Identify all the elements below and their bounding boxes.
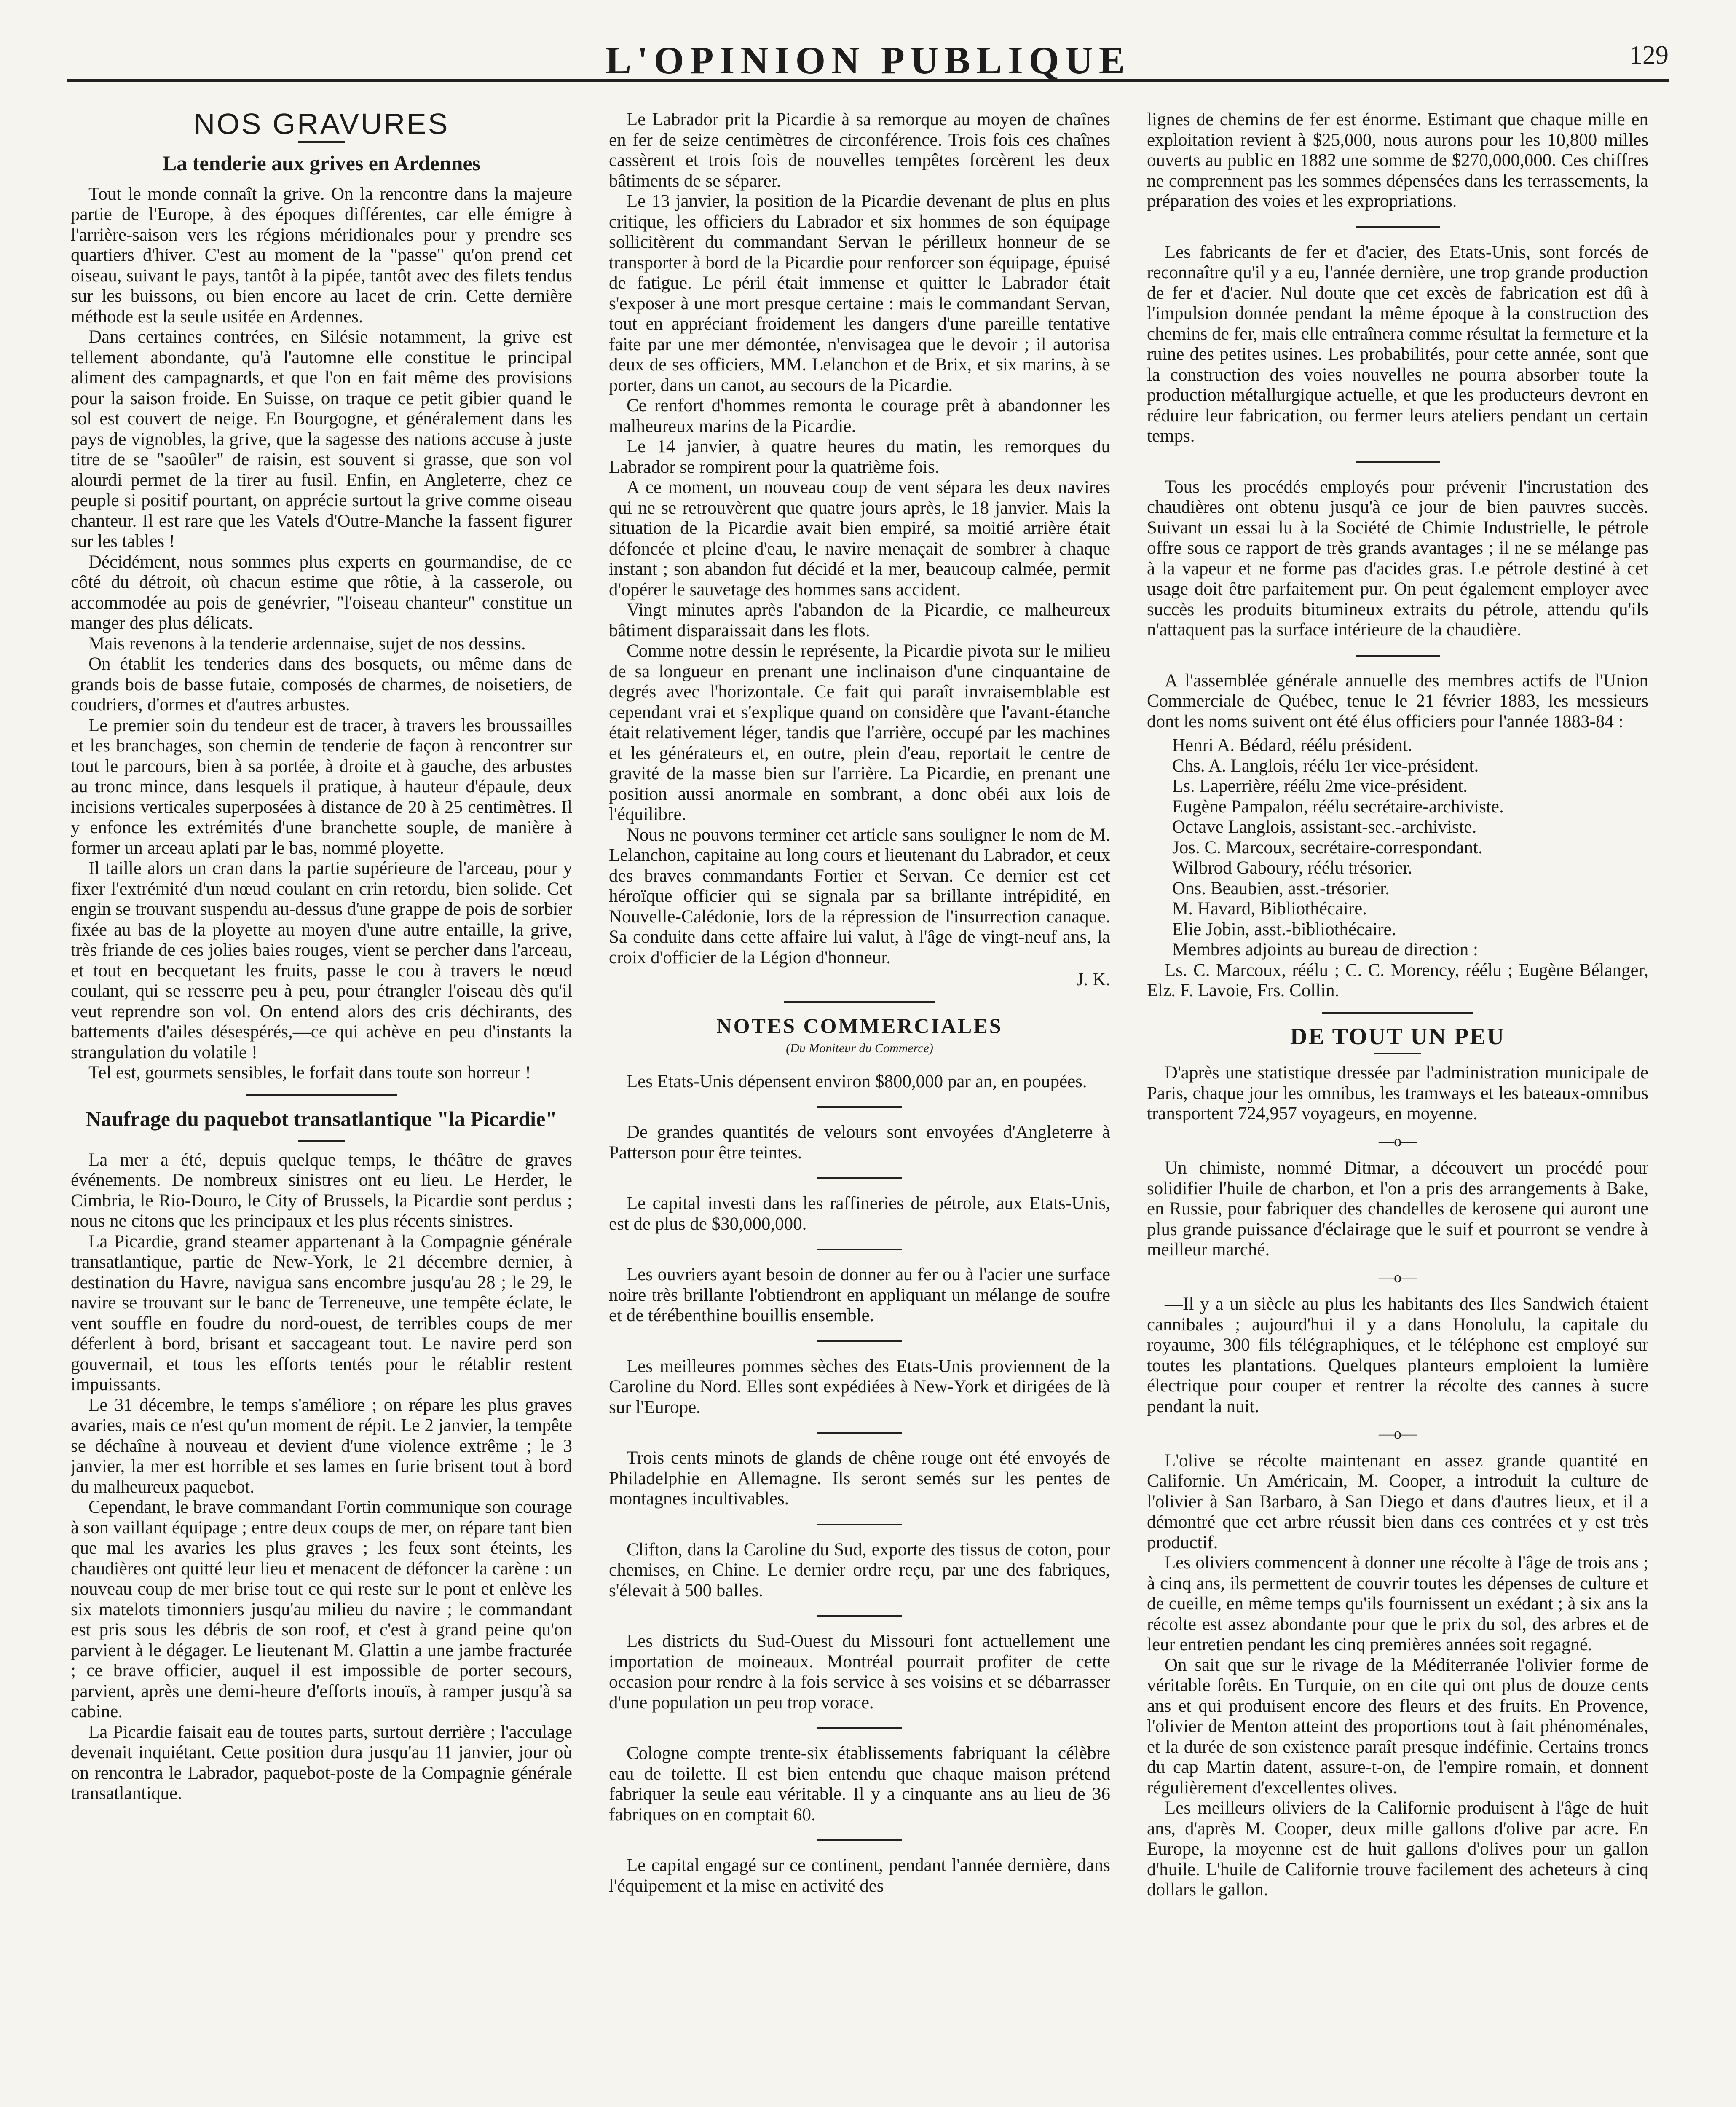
divider (817, 1177, 902, 1179)
note-item: Les districts du Sud-Ouest du Missouri font actuellement une importation de moineaux. Montréal pourrait profiter de cette occasion pour rendre à la fois service à ses voisins et se débarrasser d'une population un peu trop vorace. (609, 1631, 1110, 1713)
notes-list (609, 1072, 1110, 1897)
list-item: Henri A. Bédard, réélu président. (1172, 735, 1412, 755)
paragraph: La mer a été, depuis quelque temps, le théâtre de graves événements. De nombreux sinistres ont eu lieu. Le Herder, le Cimbria, le Rio-Douro, le City of Brussels, la Picardie sont perdus ; nous ne citons que les principaux et les plus récents sinistres. (71, 1150, 572, 1231)
list-item: Chs. A. Langlois, réélu 1er vice-président. (1172, 756, 1479, 776)
divider (1356, 655, 1440, 657)
paragraph: Le 31 décembre, le temps s'améliore ; on répare les plus graves avaries, mais ce n'est qu'un moment de répit. Le 2 janvier, la tempête se déchaîne à nouveau et devient d'une violence extrême ; le 3 janvier, la mer est horrible et ses lames en furie brisent tout à bord du malheureux paquebot. (71, 1395, 572, 1497)
paragraph: Un chimiste, nommé Ditmar, a découvert un procédé pour solidifier l'huile de charbon, et l'on a pris des arrangements à Bake, en Russie, pour fabriquer des chandelles de kerosene qui auront une plus grande puissance d'éclairage que le suif et pourront se vendre à meilleur marché. (1147, 1158, 1648, 1260)
masthead (67, 38, 1669, 84)
divider (1322, 1012, 1473, 1014)
column-3 (1147, 110, 1648, 2107)
paragraph: Ce renfort d'hommes remonta le courage prêt à abandonner les malheureux marins de la Picardie. (609, 396, 1110, 436)
note-item: Les meilleures pommes sèches des Etats-Unis proviennent de la Caroline du Nord. Elles sont expédiées à New-York et dirigées de là sur l'Europe. (609, 1356, 1110, 1417)
divider (817, 1524, 902, 1525)
divider (298, 1140, 345, 1142)
column-1 (71, 110, 572, 2107)
paragraph: Comme notre dessin le représente, la Picardie pivota sur le milieu de sa longueur en prenant une inclinaison d'une cinquantaine de degrés avec l'horizontale. Ce fait qui paraît invraisemblable est cependant vrai et s'explique quand on considère que l'avant-étanche était relativement léger, tandis que l'arrière, occupé par les machines et les générateurs et, en outre, plein d'eau, reportait le centre de gravité de la masse bien sur l'arrière. La Picardie, en prenant une position aussi anormale en sombrant, a donc obéi aux lois de l'équilibre. (609, 641, 1110, 824)
note-item: De grandes quantités de velours sont envoyées d'Angleterre à Patterson pour être teintes. (609, 1122, 1110, 1163)
divider (298, 141, 345, 143)
list-item: Elie Jobin, asst.-bibliothécaire. (1172, 919, 1396, 939)
list-item: Jos. C. Marcoux, secrétaire-correspondant. (1172, 837, 1483, 858)
note-item: Le capital investi dans les raffineries de pétrole, aux Etats-Unis, est de plus de $30,000,000. (609, 1193, 1110, 1234)
list-item: Wilbrod Gaboury, réélu trésorier. (1172, 858, 1412, 878)
divider (817, 1727, 902, 1729)
paragraph: A ce moment, un nouveau coup de vent sépara les deux navires qui ne se retrouvèrent que quatre jours après, le 18 janvier. Mais la situation de la Picardie avait bien empiré, sa moitié arrière était défoncée et pleine d'eau, le navire menaçait de sombrer à chaque instant ; son abandon fut décidé et la mer, beaucoup calmée, permit d'opérer le sauvetage des hommes sans accident. (609, 477, 1110, 600)
divider (817, 1249, 902, 1250)
divider (1374, 1053, 1421, 1054)
note-item: Clifton, dans la Caroline du Sud, exporte des tissus de coton, pour chemises, en Chine. Le dernier ordre reçu, par une des fabriques, s'élevait à 500 balles. (609, 1539, 1110, 1600)
divider (817, 1615, 902, 1617)
article-body (71, 184, 572, 1083)
article-body (1147, 110, 1648, 1001)
paragraph: Cependant, le brave commandant Fortin communique son courage à son vaillant équipage ; entre deux coups de mer, on répare tant bien que mal les avaries les plus graves ; les feux sont éteints, les chaudières ont quitté leur lieu et menacent de défoncer la carène : un nouveau coup de mer brise tout ce qui reste sur le pont et enlève les six matelots timonniers jusqu'au milieu du navire ; le commandant est pris sous les débris de son roof, et c'est à grand peine qu'on parvient à le dégager. Le lieutenant M. Glattin a une jambe fracturée ; ce brave officier, auquel il est impossible de porter secours, parvient, après une demi-heure d'efforts inouïs, à ramper jusqu'à sa cabine. (71, 1497, 572, 1721)
divider (817, 1839, 902, 1841)
paragraph: Vingt minutes après l'abandon de la Picardie, ce malheureux bâtiment disparaissait dans les flots. (609, 600, 1110, 641)
divider (817, 1106, 902, 1108)
note-item: Les Etats-Unis dépensent environ $800,000 par an, en poupées. (627, 1071, 1087, 1091)
list-item: Eugène Pampalon, réélu secrétaire-archiviste. (1172, 796, 1504, 817)
paragraph: A l'assemblée générale annuelle des membres actifs de l'Union Commerciale de Québec, tenue le 21 février 1883, les messieurs dont les noms suivent ont été élus officiers pour l'année 1883-84 : (1147, 670, 1648, 732)
paragraph: Décidément, nous sommes plus experts en gourmandise, de ce côté du détroit, où chacun estime que rôtie, à la casserole, ou accommodée au pois de genévrier, "l'oiseau chanteur" constitue un manger des plus délicats. (71, 552, 572, 633)
list-item: Ls. Laperrière, réélu 2me vice-président. (1172, 776, 1468, 796)
divider (784, 1001, 935, 1003)
paragraph: Tout le monde connaît la grive. On la rencontre dans la majeure partie de l'Europe, à des époques différentes, car elle émigre à l'arrière-saison vers les régions méridionales pour y prendre ses quartiers d'hiver. C'est au moment de la "passe" qu'on prend cet oiseau, suivant le pays, tantôt à la pipée, tantôt avec des filets tendus sur les buissons, ou bien encore au lacet de crin. Cette dernière méthode est la seule usitée en Ardennes. (71, 184, 572, 327)
paragraph: L'olive se récolte maintenant en assez grande quantité en Californie. Un Américain, M. Cooper, a introduit la culture de l'olivier à San Barbaro, à San Diego et dans d'autres lieux, et il a démontré que cet arbre réussit bien dans ces contrées et y est très productif. (1147, 1450, 1648, 1552)
paragraph: Les fabricants de fer et d'acier, des Etats-Unis, sont forcés de reconnaître qu'il y a eu, l'année dernière, une trop grande production de fer et d'acier. Nul doute que cet excès de fabrication est dû à l'impulsion donnée pendant la même époque à la construction des chemins de fer, mais elle entraînera comme résultat la fermeture et la ruine des petites usines. Les probabilités, pour cette année, sont que la construction des voies nouvelles ne pourra absorber toute la production métallurgique actuelle, et que les producteurs devront en réduire leur fabrication, ou fermer leurs ateliers pendant un certain temps. (1147, 242, 1648, 446)
paragraph: On établit les tenderies dans des bosquets, ou même dans de grands bois de basse futaie, composés de charmes, de noisetiers, de coudriers, d'ormes et d'autres arbustes. (71, 654, 572, 715)
article-title: Naufrage du paquebot transatlantique "la Picardie" (86, 1107, 557, 1131)
separator: —o— (1379, 1132, 1417, 1150)
article-body (1147, 1063, 1648, 1901)
note-item: Cologne compte trente-six établissements fabriquant la célèbre eau de toilette. Il est bien entendu que chaque maison prétend fabriquer la seule eau véritable. Il y a cinquante ans au lieu de 36 fabriques on en comptait 60. (609, 1743, 1110, 1825)
list-item: Octave Langlois, assistant-sec.-archiviste. (1172, 817, 1477, 837)
section-title: DE TOUT UN PEU (1290, 1023, 1506, 1050)
separator: —o— (1379, 1425, 1417, 1442)
newspaper-title: L'OPINION PUBLIQUE (605, 39, 1131, 82)
paragraph: Nous ne pouvons terminer cet article sans souligner le nom de M. Lelanchon, capitaine au long cours et lieutenant du Labrador, et ceux des braves commandants Fortier et Servan. Ce dernier est cet héroïque officier qui se signala par sa brillante intrépidité, en Nouvelle-Calédonie, lors de la répression de l'insurrection canaque. Sa conduite dans cette affaire lui valut, à l'âge de vingt-neuf ans, la croix d'officier de la Légion d'honneur. (609, 825, 1110, 968)
paragraph: Mais revenons à la tenderie ardennaise, sujet de nos dessins. (88, 633, 526, 654)
column-2 (609, 110, 1110, 2107)
paragraph: Dans certaines contrées, en Silésie notamment, la grive est tellement abondante, qu'à l'automne elle constitue le principal aliment des campagnards, et que l'on en fait même des provisions pour la saison froide. En Suisse, on traque ce petit gibier quand le sol est couvert de neige. En Bourgogne, et généralement dans les pays de vignobles, la grive, que la sagesse des nations accuse à juste titre de se "saoûler" de raisin, est souvent si grasse, que son vol alourdi permet de la tirer au fusil. Enfin, en Angleterre, chez ce peuple si positif pourtant, on apprécie surtout la grive comme oiseau chanteur. Il est rare que les Vatels d'Outre-Manche la fassent figurer sur les tables ! (71, 327, 572, 551)
paragraph: Tous les procédés employés pour prévenir l'incrustation des chaudières ont obtenu jusqu'à ce jour de bien pauvres succès. Suivant un essai lu à la Société de Chimie Industrielle, le pétrole offre sous ce rapport de très grands avantages ; il ne se mélange pas à la vapeur et ne forme pas d'acides gras. Le pétrole destiné à cet usage doit être parfaitement pur. On peut également employer avec succès les produits bitumineux extraits du pétrole, attendu qu'ils n'attaquent pas la surface intérieure de la chaudière. (1147, 477, 1648, 640)
paragraph: Les oliviers commencent à donner une récolte à l'âge de trois ans ; à cinq ans, ils permettent de couvrir toutes les dépenses de culture et de cueille, en même temps qu'ils fournissent un exédant ; à six ans la récolte est assez abondante pour que le prix du sol, des arbres et de leur entretien pendant les cinq premières années soit regagné. (1147, 1553, 1648, 1654)
paragraph: —Il y a un siècle au plus les habitants des Iles Sandwich étaient cannibales ; aujourd'hui il y a dans Honolulu, la capitale du royaume, 300 fils télégraphiques, et le téléphone est employé sur toutes les plantations. Quelques planteurs emploient la lumière électrique pour couper et rentrer la récolte des cannes à sucre pendant la nuit. (1147, 1294, 1648, 1416)
list-item: Membres adjoints au bureau de direction : (1172, 940, 1479, 960)
divider (1356, 226, 1440, 228)
article-title: La tenderie aux grives en Ardennes (162, 151, 481, 175)
list-item: Ons. Beaubien, asst.-trésorier. (1172, 878, 1390, 898)
paragraph: D'après une statistique dressée par l'administration municipale de Paris, chaque jour les omnibus, les tramways et les bateaux-omnibus transportent 724,957 voyageurs, en moyenne. (1147, 1063, 1648, 1123)
divider (1356, 461, 1440, 463)
paragraph: Le 13 janvier, la position de la Picardie devenant de plus en plus critique, les officiers du Labrador et six hommes de son équipage sollicitèrent du commandant Servan le périlleux honneur de se transporter à bord de la Picardie pour renforcer son équipage, épuisé de fatigue. Le péril était immense et quitter le Labrador était s'exposer à une mort presque certaine : mais le commandant Servan, tout en appréciant froidement les dangers d'une pareille tentative faite par une mer démontée, n'envisagea que le devoir ; il autorisa deux de ses officiers, MM. Lelanchon et de Brix, et six marins, à se porter, dans un canot, au secours de la Picardie. (609, 191, 1110, 395)
paragraph: La Picardie faisait eau de toutes parts, surtout derrière ; l'acculage devenait inquiétant. Cette position dura jusqu'au 11 janvier, jour où on rencontra le Labrador, paquebot-poste de la Compagnie générale transatlantique. (71, 1722, 572, 1803)
officers-list (1172, 735, 1648, 960)
paragraph: Le 14 janvier, à quatre heures du matin, les remorques du Labrador se rompirent pour la quatrième fois. (609, 437, 1110, 477)
paragraph: Tel est, gourmets sensibles, le forfait dans toute son horreur ! (88, 1063, 531, 1083)
note-item: Les ouvriers ayant besoin de donner au fer ou à l'acier une surface noire très brillante l'obtiendront en appliquant un mélange de soufre et de térébenthine bouillis ensemble. (609, 1265, 1110, 1325)
divider (817, 1340, 902, 1342)
paragraph: Le Labrador prit la Picardie à sa remorque au moyen de chaînes en fer de seize centimètres de circonférence. Trois fois ces chaînes cassèrent et trois fois de nouvelles tempêtes forcèrent les deux bâtiments de se séparer. (609, 110, 1110, 191)
article-body (609, 110, 1110, 990)
paragraph: Il taille alors un cran dans la partie supérieure de l'arceau, pour y fixer l'extrémité d'un nœud coulant en crin retordu, bien solide. Cet engin se trouvant suspendu au-dessus d'une grappe de pois de sorbier fixée au bas de la ployette au moyen d'une autre entaille, la grive, très friande de ces jolies baies rouges, vient se percher dans l'arceau, et tout en becquetant les fruits, passe le cou à travers le nœud coulant, qui se resserre peu à peu, pour étrangler l'oiseau dès qu'il veut reprendre son vol. On entend alors des cris déchirants, des battements d'ailes désespérés,—ce qui achève en peu d'instants la strangulation du volatile ! (71, 858, 572, 1062)
page-number: 129 (1629, 41, 1669, 70)
article-body (71, 1150, 572, 1804)
signature: J. K. (1076, 970, 1110, 989)
divider (817, 1432, 902, 1434)
separator: —o— (1379, 1268, 1417, 1286)
paragraph: Ls. C. Marcoux, réélu ; C. C. Morency, réélu ; Eugène Bélanger, Elz. F. Lavoie, Frs. Collin. (1147, 960, 1648, 1000)
note-item: Trois cents minots de glands de chêne rouge ont été envoyés de Philadelphie en Allemagne. Ils seront semés sur les pentes de montagnes incultivables. (609, 1448, 1110, 1509)
paragraph: La Picardie, grand steamer appartenant à la Compagnie générale transatlantique, partie de New-York, le 21 décembre dernier, à destination du Havre, navigua sans encombre jusqu'au 28 ; le 29, le navire se trouvant sur le banc de Terreneuve, une tempête éclate, le vent souffle en foudre du nord-ouest, de terribles coups de mer déferlent à bord, brisant et saccageant tout. Le navire perd son gouvernail, et tous les efforts tentés pour le rétablir restent impuissants. (71, 1231, 572, 1394)
paragraph: Le premier soin du tendeur est de tracer, à travers les broussailles et les branchages, son chemin de tenderie de façon à rencontrer sur tout le parcours, bien à sa portée, à droite et à gauche, des arbustes au tronc mince, dans lesquels il pratique, à hauteur d'épaule, deux incisions verticales superposées à distance de 20 à 25 centimètres. Il y enfonce les extrémités d'une branchette souple, de manière à former un arceau aplati par le bas, nommé ployette. (71, 715, 572, 858)
masthead-rule (67, 79, 1669, 82)
note-item: Le capital engagé sur ce continent, pendant l'année dernière, dans l'équipement et la mise en activité des (609, 1855, 1110, 1896)
section-subtitle: (Du Moniteur du Commerce) (786, 1041, 933, 1055)
paragraph: lignes de chemins de fer est énorme. Estimant que chaque mille en exploitation revient à $25,000, nous aurons pour les 10,800 milles ouverts au public en 1882 une somme de $270,000,000. Ces chiffres ne comprennent pas les sommes dépensées dans les terrassements, la préparation des voies et les expropriations. (1147, 110, 1648, 211)
list-item: M. Havard, Bibliothécaire. (1172, 899, 1367, 919)
paragraph: Les meilleurs oliviers de la Californie produisent à l'âge de huit ans, d'après M. Cooper, deux mille gallons d'olive par acre. En Europe, la moyenne est de huit gallons d'olives pour un gallon d'huile. L'huile de Californie trouve facilement des acheteurs à cinq dollars le gallon. (1147, 1798, 1648, 1900)
section-title: NOS GRAVURES (193, 110, 450, 140)
section-title: NOTES COMMERCIALES (716, 1013, 1003, 1037)
paragraph: On sait que sur le rivage de la Méditerranée l'olivier forme de véritable forêts. En Turquie, on en cite qui ont plus de douze cents ans et qui produisent encore des fleurs et des fruits. En Provence, l'olivier de Menton atteint des proportions tout à fait phénoménales, et la durée de son existence paraît presque indéfinie. Certains troncs du cap Martin datent, assure-t-on, de l'empire romain, et donnent régulièrement d'excellentes olives. (1147, 1655, 1648, 1798)
divider (246, 1094, 397, 1096)
